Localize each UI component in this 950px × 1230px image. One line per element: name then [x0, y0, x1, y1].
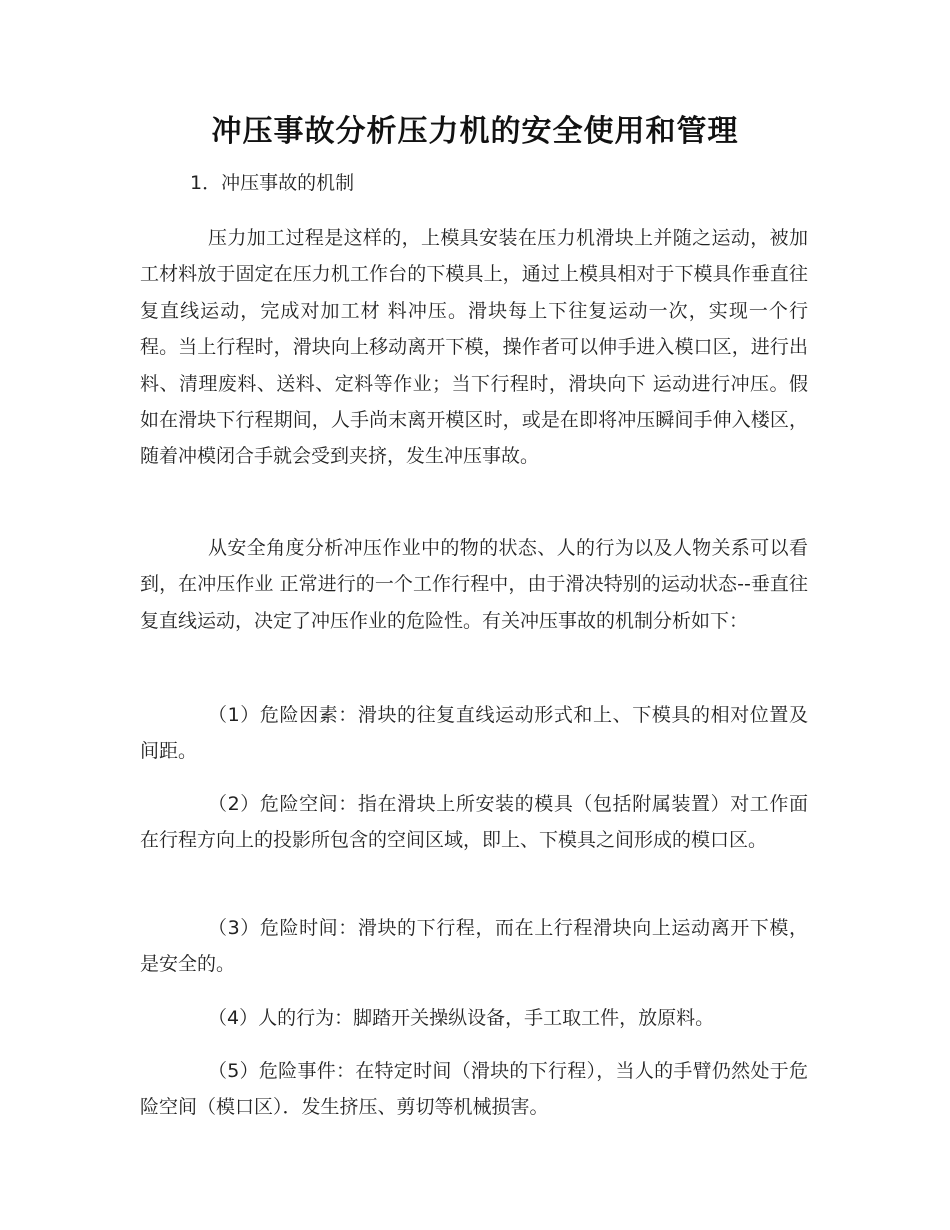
paragraph-safety-analysis: 从安全角度分析冲压作业中的物的状态、人的行为以及人物关系可以看到，在冲压作业 正常进行的一个工作行程中，由于滑决特别的运动状态--垂直往复直线运动，决定了冲压作业的危险性。有关冲压事故的机制分析如下： — [140, 537, 808, 632]
document-title: 冲压事故分析压力机的安全使用和管理 — [211, 114, 739, 149]
paragraph-danger-time: （3）危险时间：滑块的下行程，而在上行程滑块向上运动离开下模，是安全的。 — [140, 917, 808, 976]
paragraph-human-behavior: （4）人的行为：脚踏开关操纵设备，手工取工件，放原料。 — [208, 1007, 715, 1029]
paragraph-danger-factor: （1）危险因素：滑块的往复直线运动形式和上、下模具的相对位置及间距。 — [140, 704, 808, 763]
paragraph-process-description: 压力加工过程是这样的，上模具安装在压力机滑块上并随之运动，被加工材料放于固定在压力机工作台的下模具上，通过上模具相对于下模具作垂直往复直线运动，完成对加工材 料冲压。滑块每上下往复运动一次，实现一个行程。当上行程时，滑块向上移动离开下模，操作者可以伸手进入模口区，进行出料、清理废料、送料、定料等作业；当下行程时，滑块向下 运动进行冲压。假如在滑块下行程期间，人手尚末离开模区时，或是在即将冲压瞬间手伸入楼区，随着冲模闭合手就会受到夹挤，发生冲压事故。 — [140, 227, 808, 468]
paragraph-danger-event: （5）危险事件：在特定时间（滑块的下行程），当人的手臂仍然处于危险空间（模口区）．发生挤压、剪切等机械损害。 — [140, 1060, 808, 1119]
paragraph-danger-space: （2）危险空间：指在滑块上所安装的模具（包括附属装置）对工作面在行程方向上的投影所包含的空间区域，即上、下模具之间形成的模口区。 — [140, 793, 808, 852]
section-heading: 1．冲压事故的机制 — [190, 172, 355, 194]
